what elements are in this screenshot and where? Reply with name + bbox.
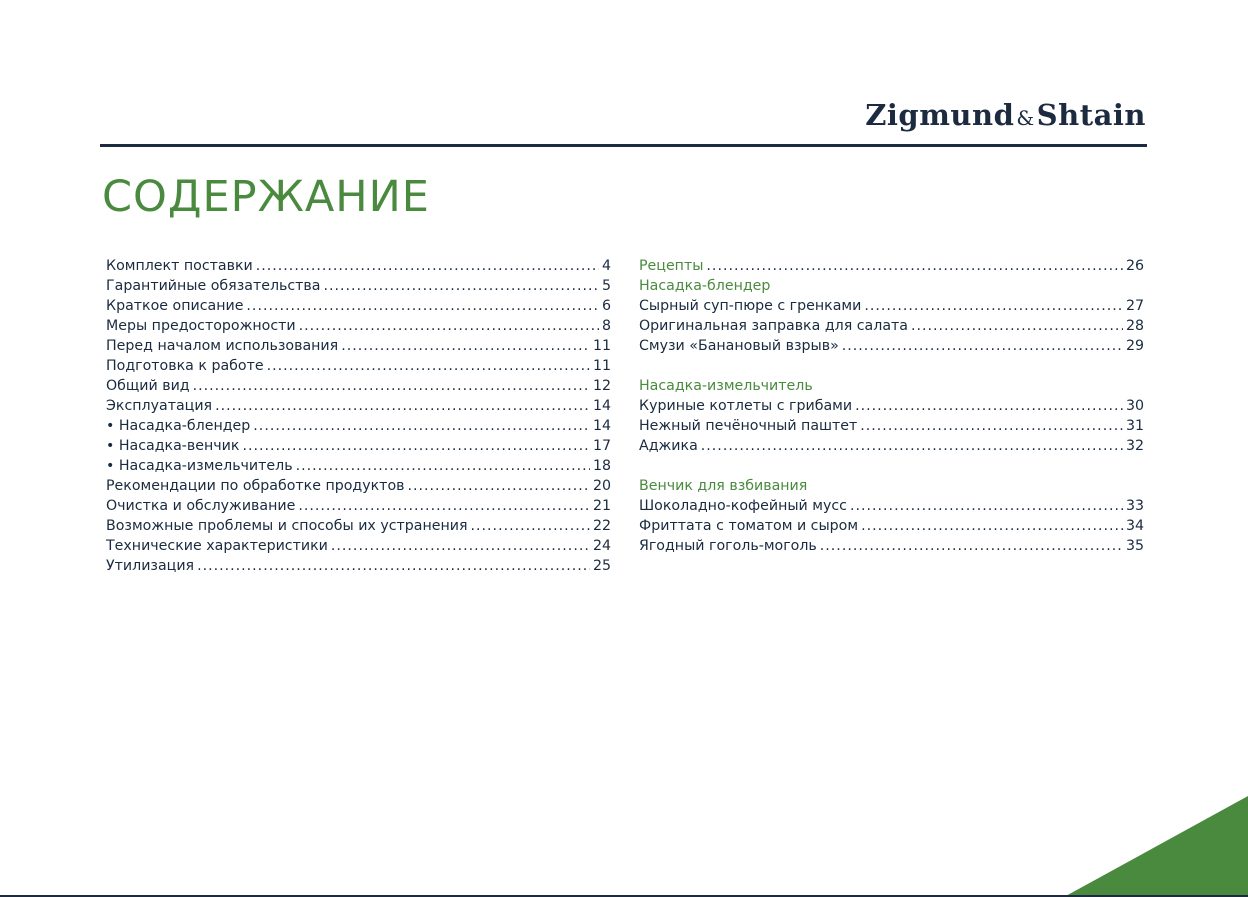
toc-leader-dots <box>842 336 1123 356</box>
toc-section-title: Насадка-блендер <box>639 278 771 294</box>
toc-entry-page: 5 <box>601 278 611 294</box>
toc-entry[interactable] <box>106 536 611 556</box>
toc-entry-title: Эксплуатация <box>106 398 213 414</box>
toc-entry[interactable] <box>106 376 611 396</box>
toc-leader-dots <box>242 436 589 456</box>
logo-second: Shtain <box>1036 98 1146 132</box>
toc-entry-page: 14 <box>592 418 611 434</box>
toc-entry[interactable] <box>106 336 611 356</box>
toc-entry-page: 33 <box>1125 498 1144 514</box>
toc-entry-title: Перед началом использования <box>106 338 339 354</box>
toc-entry[interactable] <box>106 256 611 276</box>
toc-leader-dots <box>861 516 1123 536</box>
toc-entry-title: Куриные котлеты с грибами <box>639 398 853 414</box>
toc-entry[interactable] <box>106 276 611 296</box>
toc-entry-page: 20 <box>592 478 611 494</box>
toc-entry-title: Утилизация <box>106 558 195 574</box>
toc-entry-title: Рецепты <box>639 258 704 274</box>
toc-entry-page: 31 <box>1125 418 1144 434</box>
toc-entry[interactable] <box>639 296 1144 316</box>
toc-entry[interactable] <box>639 496 1144 516</box>
toc-entry-page: 21 <box>592 498 611 514</box>
toc-leader-dots <box>408 476 590 496</box>
toc-leader-dots <box>706 256 1123 276</box>
toc-right-column <box>639 256 1144 556</box>
toc-entry-page: 32 <box>1125 438 1144 454</box>
toc-leader-dots <box>911 316 1123 336</box>
toc-leader-dots <box>253 416 590 436</box>
toc-entry-page: 8 <box>601 318 611 334</box>
toc-leader-dots <box>197 556 590 576</box>
toc-leader-dots <box>701 436 1123 456</box>
toc-leader-dots <box>324 276 599 296</box>
toc-entry-title: Ягодный гоголь-моголь <box>639 538 817 554</box>
toc-entry-page: 25 <box>592 558 611 574</box>
toc-entry[interactable] <box>639 436 1144 456</box>
toc-section-blender <box>639 276 1144 296</box>
toc-entry-page: 34 <box>1125 518 1144 534</box>
toc-entry[interactable] <box>106 396 611 416</box>
toc-entry[interactable] <box>106 496 611 516</box>
toc-leader-dots <box>331 536 590 556</box>
logo-main: Zigmund <box>865 98 1015 132</box>
toc-leader-dots <box>855 396 1123 416</box>
toc-leader-dots <box>299 316 599 336</box>
toc-entry-page: 18 <box>592 458 611 474</box>
toc-entry-page: 11 <box>592 338 611 354</box>
toc-entry-title: Сырный суп-пюре с гренками <box>639 298 862 314</box>
toc-leader-dots <box>471 516 590 536</box>
toc-entry-page: 4 <box>601 258 611 274</box>
toc-entry[interactable] <box>639 336 1144 356</box>
logo-ampersand: & <box>1016 106 1035 130</box>
toc-section-chopper <box>639 376 1144 396</box>
toc-entry-title: Шоколадно-кофейный мусс <box>639 498 847 514</box>
toc-leader-dots <box>193 376 590 396</box>
toc-entry[interactable] <box>639 396 1144 416</box>
toc-spacer <box>639 356 1144 376</box>
corner-accent-triangle <box>1064 796 1248 897</box>
toc-entry-title: Смузи «Банановый взрыв» <box>639 338 839 354</box>
toc-entry-title: Общий вид <box>106 378 190 394</box>
toc-left-column <box>106 256 611 576</box>
toc-leader-dots <box>296 456 590 476</box>
toc-entry-title: Нежный печёночный паштет <box>639 418 858 434</box>
toc-entry-title: Меры предосторожности <box>106 318 296 334</box>
page-title: СОДЕРЖАНИЕ <box>102 172 430 222</box>
toc-entry[interactable] <box>106 416 611 436</box>
toc-entry-title: Краткое описание <box>106 298 244 314</box>
toc-entry-page: 17 <box>592 438 611 454</box>
toc-entry-page: 24 <box>592 538 611 554</box>
toc-entry-page: 22 <box>592 518 611 534</box>
toc-entry[interactable] <box>106 316 611 336</box>
toc-entry-page: 27 <box>1125 298 1144 314</box>
toc-leader-dots <box>267 356 590 376</box>
toc-entry[interactable] <box>106 356 611 376</box>
toc-leader-dots <box>246 296 599 316</box>
toc-entry-page: 35 <box>1125 538 1144 554</box>
toc-entry-page: 28 <box>1125 318 1144 334</box>
header-divider <box>100 144 1147 147</box>
toc-leader-dots <box>864 296 1123 316</box>
toc-entry[interactable] <box>639 516 1144 536</box>
toc-leader-dots <box>215 396 590 416</box>
toc-spacer <box>639 456 1144 476</box>
toc-entry-title: Технические характеристики <box>106 538 328 554</box>
toc-entry-page: 6 <box>601 298 611 314</box>
toc-section-whisk <box>639 476 1144 496</box>
toc-entry-title: Оригинальная заправка для салата <box>639 318 908 334</box>
toc-entry-title: Подготовка к работе <box>106 358 264 374</box>
toc-leader-dots <box>341 336 590 356</box>
toc-entry-title: • Насадка-измельчитель <box>106 458 293 474</box>
toc-entry-title: • Насадка-блендер <box>106 418 251 434</box>
toc-section-title: Венчик для взбивания <box>639 478 808 494</box>
toc-entry-title: • Насадка-венчик <box>106 438 240 454</box>
toc-leader-dots <box>820 536 1123 556</box>
toc-entry[interactable] <box>639 316 1144 336</box>
toc-entry-page: 30 <box>1125 398 1144 414</box>
toc-entry-page: 12 <box>592 378 611 394</box>
toc-leader-dots <box>256 256 599 276</box>
toc-section-title: Насадка-измельчитель <box>639 378 813 394</box>
toc-entry[interactable] <box>106 436 611 456</box>
toc-leader-dots <box>850 496 1123 516</box>
toc-entry-page: 11 <box>592 358 611 374</box>
toc-entry-page: 29 <box>1125 338 1144 354</box>
toc-entry-title: Аджика <box>639 438 698 454</box>
toc-entry[interactable] <box>639 536 1144 556</box>
toc-leader-dots <box>860 416 1123 436</box>
toc-entry[interactable] <box>106 516 611 536</box>
brand-logo <box>865 98 1146 132</box>
toc-entry-title: Очистка и обслуживание <box>106 498 296 514</box>
toc-entry[interactable] <box>639 416 1144 436</box>
toc-entry-title: Возможные проблемы и способы их устранения <box>106 518 468 534</box>
toc-entry[interactable] <box>106 476 611 496</box>
toc-entry-title: Гарантийные обязательства <box>106 278 321 294</box>
toc-entry-title: Рекомендации по обработке продуктов <box>106 478 405 494</box>
toc-entry-page: 26 <box>1125 258 1144 274</box>
toc-entry-title: Комплект поставки <box>106 258 253 274</box>
toc-entry[interactable] <box>106 296 611 316</box>
toc-entry-recipes[interactable] <box>639 256 1144 276</box>
toc-leader-dots <box>298 496 590 516</box>
toc-entry-page: 14 <box>592 398 611 414</box>
toc-entry-title: Фриттата с томатом и сыром <box>639 518 859 534</box>
toc-entry[interactable] <box>106 556 611 576</box>
toc-entry[interactable] <box>106 456 611 476</box>
